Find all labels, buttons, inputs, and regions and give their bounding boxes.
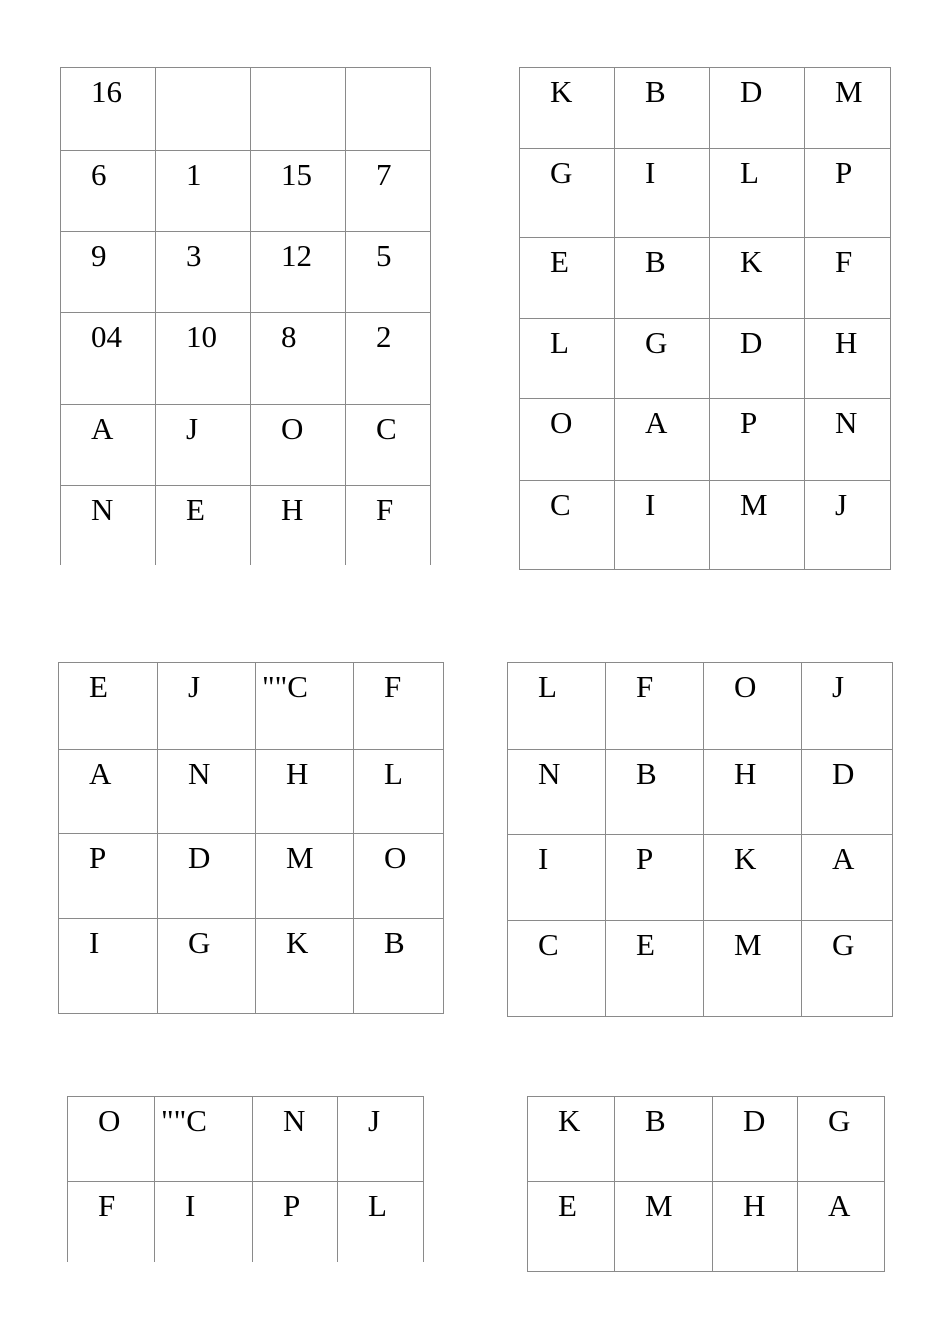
grid-cell: B xyxy=(354,919,444,1014)
grid-cell: M xyxy=(704,921,802,1017)
grid-cell: I xyxy=(508,835,606,921)
grid-cell: J xyxy=(338,1097,424,1182)
grid-cell: L xyxy=(354,750,444,834)
letter-grid-1 xyxy=(60,67,431,565)
grid-cell: 6 xyxy=(61,151,156,232)
grid-cell: L xyxy=(508,663,606,750)
grid-cell: E xyxy=(156,486,251,565)
grid-cell: H xyxy=(251,486,346,565)
grid-cell: 15 xyxy=(251,151,346,232)
grid-cell: J xyxy=(156,405,251,486)
grid-cell: 1 xyxy=(156,151,251,232)
grid-cell: K xyxy=(520,68,615,149)
grid-cell: E xyxy=(528,1182,615,1272)
grid-cell: E xyxy=(520,238,615,319)
grid-cell: P xyxy=(606,835,704,921)
grid-cell: M xyxy=(615,1182,713,1272)
grid-cell: A xyxy=(59,750,158,834)
grid-cell: M xyxy=(710,481,805,570)
grid-cell: K xyxy=(704,835,802,921)
grid-cell: 5 xyxy=(346,232,431,313)
grid-cell: 3 xyxy=(156,232,251,313)
grid-cell: D xyxy=(710,68,805,149)
grid-cell: 2 xyxy=(346,313,431,405)
grid-cell: L xyxy=(710,149,805,238)
grid-cell: F xyxy=(346,486,431,565)
grid-cell: G xyxy=(520,149,615,238)
grid-cell: P xyxy=(805,149,891,238)
grid-cell: A xyxy=(802,835,893,921)
grid-cell: G xyxy=(615,319,710,399)
letter-grid-3 xyxy=(58,662,444,1014)
grid-cell: F xyxy=(354,663,444,750)
grid-cell: G xyxy=(798,1097,885,1182)
grid-cell: E xyxy=(59,663,158,750)
grid-cell: L xyxy=(338,1182,424,1262)
grid-cell: D xyxy=(710,319,805,399)
grid-cell: I xyxy=(615,481,710,570)
grid-cell: 16 xyxy=(61,68,156,151)
grid-cell: G xyxy=(802,921,893,1017)
grid-cell: 9 xyxy=(61,232,156,313)
grid-cell: C xyxy=(346,405,431,486)
grid-cell: N xyxy=(805,399,891,481)
grid-cell: P xyxy=(253,1182,338,1262)
grid-cell: M xyxy=(256,834,354,919)
letter-grid-2 xyxy=(519,67,891,570)
grid-cell xyxy=(346,68,431,151)
grid-cell: K xyxy=(528,1097,615,1182)
grid-cell: D xyxy=(158,834,256,919)
grid-cell: P xyxy=(59,834,158,919)
grid-cell: O xyxy=(704,663,802,750)
grid-cell: O xyxy=(520,399,615,481)
grid-cell: N xyxy=(158,750,256,834)
grid-cell: D xyxy=(713,1097,798,1182)
grid-cell: G xyxy=(158,919,256,1014)
grid-cell: ""C xyxy=(256,663,354,750)
grid-cell: F xyxy=(606,663,704,750)
grid-cell: L xyxy=(520,319,615,399)
grid-cell: F xyxy=(68,1182,155,1262)
grid-cell: N xyxy=(508,750,606,835)
grid-cell: I xyxy=(59,919,158,1014)
grid-cell: B xyxy=(606,750,704,835)
grid-cell: ""C xyxy=(155,1097,253,1182)
grid-cell: K xyxy=(256,919,354,1014)
letter-grid-4 xyxy=(507,662,893,1017)
grid-cell: A xyxy=(615,399,710,481)
grid-cell: C xyxy=(520,481,615,570)
grid-cell: H xyxy=(704,750,802,835)
grid-cell: H xyxy=(805,319,891,399)
grid-cell: J xyxy=(805,481,891,570)
grid-cell: B xyxy=(615,1097,713,1182)
grid-cell: H xyxy=(713,1182,798,1272)
grid-cell: D xyxy=(802,750,893,835)
grid-cell: O xyxy=(251,405,346,486)
grid-cell: 04 xyxy=(61,313,156,405)
grid-cell: O xyxy=(354,834,444,919)
grid-cell: F xyxy=(805,238,891,319)
grid-cell: M xyxy=(805,68,891,149)
grid-cell: J xyxy=(802,663,893,750)
grid-cell: P xyxy=(710,399,805,481)
grid-cell xyxy=(251,68,346,151)
grid-cell: A xyxy=(61,405,156,486)
grid-cell: 10 xyxy=(156,313,251,405)
grid-cell: C xyxy=(508,921,606,1017)
grid-cell: H xyxy=(256,750,354,834)
grid-cell: J xyxy=(158,663,256,750)
grid-cell: B xyxy=(615,238,710,319)
grid-cell: A xyxy=(798,1182,885,1272)
grid-cell: 7 xyxy=(346,151,431,232)
grid-cell: O xyxy=(68,1097,155,1182)
grid-cell: I xyxy=(615,149,710,238)
grid-cell: N xyxy=(253,1097,338,1182)
grid-cell: K xyxy=(710,238,805,319)
grid-cell: B xyxy=(615,68,710,149)
letter-grid-6 xyxy=(527,1096,885,1272)
grid-cell: E xyxy=(606,921,704,1017)
letter-grid-5 xyxy=(67,1096,424,1262)
grid-cell: N xyxy=(61,486,156,565)
grid-cell xyxy=(156,68,251,151)
grid-cell: 12 xyxy=(251,232,346,313)
grid-cell: 8 xyxy=(251,313,346,405)
grid-cell: I xyxy=(155,1182,253,1262)
